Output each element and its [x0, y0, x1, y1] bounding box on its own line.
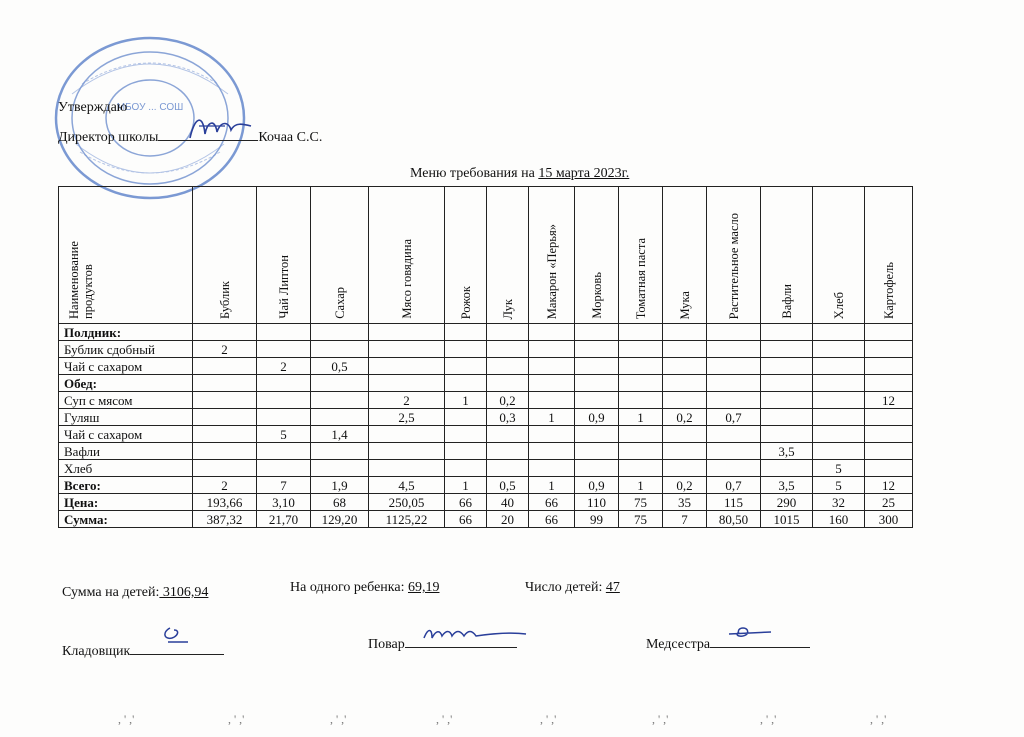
table-cell: 1: [529, 477, 575, 494]
table-cell: [445, 409, 487, 426]
table-cell: [813, 341, 865, 358]
table-cell: [529, 324, 575, 341]
table-cell: 1: [445, 392, 487, 409]
table-cell: [761, 375, 813, 392]
table-cell: [707, 443, 761, 460]
page-title: Меню требования на 15 марта 2023г.: [410, 166, 630, 181]
table-cell: [619, 375, 663, 392]
table-row: [59, 375, 913, 392]
table-cell: [445, 358, 487, 375]
table-cell: [761, 426, 813, 443]
cook-line: Повар: [368, 637, 517, 653]
table-cell: 160: [813, 511, 865, 528]
table-cell: 0,7: [707, 477, 761, 494]
table-cell: [619, 324, 663, 341]
table-row: [59, 409, 913, 426]
column-header: Хлеб: [813, 187, 865, 324]
row-label: Чай с сахаром: [59, 358, 193, 375]
storekeeper-signature: [158, 622, 198, 650]
table-cell: [663, 375, 707, 392]
column-header: Морковь: [575, 187, 619, 324]
table-cell: 290: [761, 494, 813, 511]
column-header: Мясо говядина: [369, 187, 445, 324]
table-cell: [311, 324, 369, 341]
column-header: Чай Липтон: [257, 187, 311, 324]
table-cell: [193, 324, 257, 341]
row-label: Хлеб: [59, 460, 193, 477]
table-cell: 25: [865, 494, 913, 511]
table-cell: [529, 426, 575, 443]
table-cell: 1: [619, 477, 663, 494]
table-cell: [193, 460, 257, 477]
table-cell: [813, 324, 865, 341]
table-cell: 3,10: [257, 494, 311, 511]
table-cell: [487, 324, 529, 341]
table-cell: [707, 324, 761, 341]
column-header: Сахар: [311, 187, 369, 324]
table-cell: [257, 341, 311, 358]
table-cell: 1: [529, 409, 575, 426]
nurse-line: Медсестра: [646, 637, 810, 653]
table-cell: [445, 324, 487, 341]
table-cell: [529, 443, 575, 460]
table-cell: [257, 392, 311, 409]
table-cell: 7: [257, 477, 311, 494]
table-cell: [257, 460, 311, 477]
table-cell: [619, 460, 663, 477]
row-label: Бублик сдобный: [59, 341, 193, 358]
table-cell: [575, 443, 619, 460]
table-cell: 0,3: [487, 409, 529, 426]
table-cell: [445, 341, 487, 358]
column-header: Томатная паста: [619, 187, 663, 324]
table-cell: 3,5: [761, 477, 813, 494]
table-cell: [369, 341, 445, 358]
table-cell: 110: [575, 494, 619, 511]
table-cell: [865, 324, 913, 341]
table-cell: [865, 341, 913, 358]
table-cell: 66: [529, 511, 575, 528]
table-cell: [761, 392, 813, 409]
table-header-row: [59, 187, 913, 324]
table-row: [59, 494, 913, 511]
table-cell: [813, 426, 865, 443]
table-cell: 2: [193, 341, 257, 358]
table-cell: [487, 358, 529, 375]
table-row: [59, 392, 913, 409]
table-cell: [619, 341, 663, 358]
table-cell: [369, 426, 445, 443]
table-cell: [707, 392, 761, 409]
table-cell: [761, 409, 813, 426]
row-label: Чай с сахаром: [59, 426, 193, 443]
per-child: На одного ребенка: 69,19: [290, 580, 440, 595]
column-header: Бублик: [193, 187, 257, 324]
table-cell: [445, 443, 487, 460]
director-label: Директор школы: [58, 130, 159, 145]
row-label: Обед:: [59, 375, 193, 392]
seal-text: МБОУ ... СОШ: [116, 102, 184, 113]
column-header: Картофель: [865, 187, 913, 324]
table-cell: [575, 426, 619, 443]
table-cell: [663, 358, 707, 375]
column-header: Вафли: [761, 187, 813, 324]
table-cell: [707, 341, 761, 358]
column-header: Мука: [663, 187, 707, 324]
table-cell: [663, 392, 707, 409]
table-cell: 0,5: [311, 358, 369, 375]
table-cell: 250,05: [369, 494, 445, 511]
table-cell: 66: [529, 494, 575, 511]
table-cell: [865, 358, 913, 375]
row-label: Цена:: [59, 494, 193, 511]
table-cell: [575, 324, 619, 341]
column-header: Рожок: [445, 187, 487, 324]
table-cell: [663, 426, 707, 443]
director-signature: [185, 112, 255, 144]
table-cell: 99: [575, 511, 619, 528]
table-cell: 1015: [761, 511, 813, 528]
title-date: 15 марта 2023г.: [538, 166, 630, 181]
table-cell: [575, 375, 619, 392]
table-cell: [707, 426, 761, 443]
table-cell: [663, 324, 707, 341]
table-cell: 32: [813, 494, 865, 511]
table-row: [59, 341, 913, 358]
table-cell: [311, 443, 369, 460]
table-cell: [575, 392, 619, 409]
table-cell: [707, 460, 761, 477]
table-cell: 75: [619, 494, 663, 511]
row-label: Гуляш: [59, 409, 193, 426]
table-cell: 193,66: [193, 494, 257, 511]
table-cell: [487, 443, 529, 460]
table-cell: 2: [257, 358, 311, 375]
table-cell: 300: [865, 511, 913, 528]
table-cell: 0,9: [575, 409, 619, 426]
table-cell: 1: [619, 409, 663, 426]
row-label: Суп с мясом: [59, 392, 193, 409]
table-cell: 3,5: [761, 443, 813, 460]
table-cell: [369, 460, 445, 477]
table-cell: 12: [865, 477, 913, 494]
table-cell: [575, 358, 619, 375]
table-cell: [193, 375, 257, 392]
table-cell: [619, 392, 663, 409]
table-cell: [487, 426, 529, 443]
table-cell: 20: [487, 511, 529, 528]
column-header: Растительное масло: [707, 187, 761, 324]
table-cell: [761, 358, 813, 375]
table-cell: [529, 358, 575, 375]
table-cell: [813, 392, 865, 409]
requisition-table: [58, 186, 913, 528]
table-cell: 0,2: [663, 409, 707, 426]
table-row: [59, 358, 913, 375]
table-cell: [311, 392, 369, 409]
table-cell: [257, 375, 311, 392]
table-cell: [445, 460, 487, 477]
table-cell: 1,9: [311, 477, 369, 494]
table-cell: 66: [445, 494, 487, 511]
table-cell: [369, 375, 445, 392]
table-cell: [257, 443, 311, 460]
table-cell: 2: [369, 392, 445, 409]
table-cell: 0,9: [575, 477, 619, 494]
table-cell: [575, 341, 619, 358]
table-cell: [529, 375, 575, 392]
approval-label: Утверждаю: [58, 100, 128, 115]
table-row: [59, 511, 913, 528]
table-cell: 2,5: [369, 409, 445, 426]
table-cell: 1,4: [311, 426, 369, 443]
table-cell: [311, 341, 369, 358]
table-cell: [865, 426, 913, 443]
table-cell: 5: [813, 477, 865, 494]
table-cell: 129,20: [311, 511, 369, 528]
table-row: [59, 460, 913, 477]
table-cell: [487, 375, 529, 392]
table-cell: [529, 460, 575, 477]
table-cell: [761, 324, 813, 341]
table-cell: [487, 341, 529, 358]
column-header: Макарон «Перья»: [529, 187, 575, 324]
table-cell: [663, 460, 707, 477]
table-cell: [865, 460, 913, 477]
table-cell: 0,5: [487, 477, 529, 494]
table-cell: [257, 409, 311, 426]
table-cell: [865, 409, 913, 426]
table-cell: [707, 358, 761, 375]
table-cell: 1: [445, 477, 487, 494]
table-cell: 80,50: [707, 511, 761, 528]
table-cell: [193, 426, 257, 443]
table-cell: [663, 341, 707, 358]
table-cell: [619, 358, 663, 375]
table-cell: 68: [311, 494, 369, 511]
table-cell: [487, 460, 529, 477]
children-count: Число детей: 47: [525, 580, 620, 595]
table-cell: [311, 375, 369, 392]
table-row: [59, 477, 913, 494]
table-cell: [369, 443, 445, 460]
table-cell: [311, 409, 369, 426]
sum-for-children: Сумма на детей: 3106,94: [62, 585, 209, 600]
table-cell: 75: [619, 511, 663, 528]
table-cell: [707, 375, 761, 392]
table-cell: [761, 341, 813, 358]
table-cell: 7: [663, 511, 707, 528]
row-label: Вафли: [59, 443, 193, 460]
row-label: Всего:: [59, 477, 193, 494]
table-cell: [445, 375, 487, 392]
table-row: [59, 443, 913, 460]
table-cell: [193, 358, 257, 375]
table-cell: 1125,22: [369, 511, 445, 528]
table-cell: [865, 443, 913, 460]
table-cell: [761, 460, 813, 477]
table-cell: [865, 375, 913, 392]
table-cell: [813, 409, 865, 426]
table-cell: [193, 392, 257, 409]
table-cell: 115: [707, 494, 761, 511]
table-cell: [813, 358, 865, 375]
table-cell: [445, 426, 487, 443]
table-cell: 5: [813, 460, 865, 477]
table-cell: 0,2: [487, 392, 529, 409]
table-cell: [663, 443, 707, 460]
table-cell: [193, 409, 257, 426]
table-cell: 5: [257, 426, 311, 443]
table-cell: 387,32: [193, 511, 257, 528]
table-cell: 66: [445, 511, 487, 528]
table-cell: [369, 358, 445, 375]
table-cell: [813, 375, 865, 392]
table-row: [59, 324, 913, 341]
table-cell: [193, 443, 257, 460]
table-row: [59, 426, 913, 443]
table-cell: 40: [487, 494, 529, 511]
table-cell: [813, 443, 865, 460]
table-cell: [257, 324, 311, 341]
cook-signature: [420, 622, 530, 646]
table-cell: [619, 443, 663, 460]
row-label: Сумма:: [59, 511, 193, 528]
storekeeper-line: Кладовщик: [62, 644, 224, 660]
row-label: Полдник:: [59, 324, 193, 341]
table-cell: [575, 460, 619, 477]
table-cell: 0,7: [707, 409, 761, 426]
table-cell: [619, 426, 663, 443]
column-header: Лук: [487, 187, 529, 324]
nurse-signature: [725, 622, 775, 642]
director-name: Кочаа С.С.: [258, 130, 323, 145]
table-cell: 4,5: [369, 477, 445, 494]
table-cell: [529, 392, 575, 409]
table-cell: [369, 324, 445, 341]
table-cell: 21,70: [257, 511, 311, 528]
table-cell: 2: [193, 477, 257, 494]
column-header: Наименование продуктов: [59, 187, 193, 324]
table-cell: 35: [663, 494, 707, 511]
table-cell: [529, 341, 575, 358]
table-cell: 12: [865, 392, 913, 409]
table-cell: 0,2: [663, 477, 707, 494]
table-cell: [311, 460, 369, 477]
